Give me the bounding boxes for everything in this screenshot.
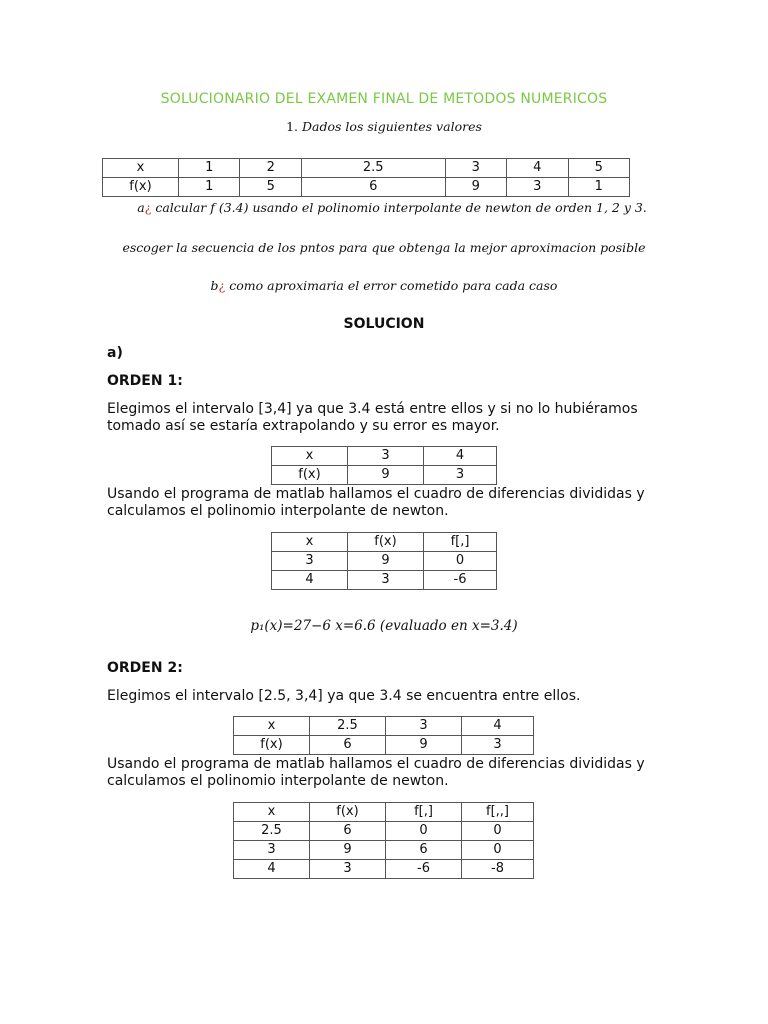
part-b-statement xyxy=(0,278,768,293)
table-cell: 3 xyxy=(272,552,348,571)
part-b-letter: b xyxy=(210,278,219,293)
table-cell: 9 xyxy=(348,466,424,485)
table-row xyxy=(272,552,497,571)
table-row xyxy=(234,803,534,822)
orden2-points-table xyxy=(233,716,534,755)
table-cell: 2 xyxy=(240,159,301,178)
table-row xyxy=(234,822,534,841)
table-row xyxy=(234,717,534,736)
table-cell: f(x) xyxy=(272,466,348,485)
table-cell: f(x) xyxy=(310,803,386,822)
table-row xyxy=(234,860,534,879)
table-cell: x xyxy=(234,717,310,736)
table-cell: 9 xyxy=(348,552,424,571)
table-cell: f[,] xyxy=(386,803,462,822)
table-cell: 4 xyxy=(234,860,310,879)
table-cell: 1 xyxy=(179,159,240,178)
orden1-diff-table xyxy=(271,532,497,590)
table-row xyxy=(272,466,497,485)
table-cell: 9 xyxy=(386,736,462,755)
table-cell: x xyxy=(234,803,310,822)
orden2-diff-table xyxy=(233,802,534,879)
table-cell: 5 xyxy=(568,159,629,178)
table-cell: f(x) xyxy=(103,178,179,197)
part-a-subtext: escoger la secuencia de los pntos para que obtenga la mejor aproximacion posible xyxy=(122,240,646,255)
problem-intro-text: Dados los siguientes valores xyxy=(302,119,482,134)
table-cell: x xyxy=(272,533,348,552)
table-cell: 4 xyxy=(424,447,497,466)
table-cell: -6 xyxy=(424,571,497,590)
table-cell: 6 xyxy=(386,841,462,860)
table-row xyxy=(234,841,534,860)
table-cell: x xyxy=(272,447,348,466)
table-cell: 9 xyxy=(445,178,506,197)
table-cell: -6 xyxy=(386,860,462,879)
table-cell: 6 xyxy=(310,736,386,755)
orden1-method-text: Usando el programa de matlab hallamos el cuadro de diferencias divididas y calculamos el polinomio interpolante de newton. xyxy=(107,486,645,519)
orden1-formula: p₁(x)=27−6 x=6.6 (evaluado en x=3.4) xyxy=(250,618,518,634)
problem-number: 1. xyxy=(286,119,299,134)
table-cell: f[,,] xyxy=(462,803,534,822)
orden2-method-text: Usando el programa de matlab hallamos el cuadro de diferencias divididas y calculamos el polinomio interpolante de newton. xyxy=(107,756,645,789)
table-cell: 1 xyxy=(179,178,240,197)
table-cell: 2.5 xyxy=(301,159,445,178)
document-title: SOLUCIONARIO DEL EXAMEN FINAL DE METODOS NUMERICOS xyxy=(160,91,608,107)
table-cell: 1 xyxy=(568,178,629,197)
part-a-text: calcular f (3.4) usando el polinomio interpolante de newton de orden 1, 2 y 3. xyxy=(155,200,647,215)
table-cell: 3 xyxy=(386,717,462,736)
orden1-intro: Elegimos el intervalo [3,4] ya que 3.4 está entre ellos y si no lo hubiéramos tomado así se estaría extrapolando y su error es mayor. xyxy=(107,401,638,434)
orden2-intro: Elegimos el intervalo [2.5, 3,4] ya que 3.4 se encuentra entre ellos. xyxy=(107,688,581,704)
table-cell: 0 xyxy=(462,841,534,860)
table-cell: 3 xyxy=(462,736,534,755)
values-table xyxy=(102,158,630,197)
orden1-heading: ORDEN 1: xyxy=(107,373,183,389)
table-cell: f(x) xyxy=(348,533,424,552)
table-cell: 2.5 xyxy=(234,822,310,841)
table-row xyxy=(103,159,630,178)
table-cell: 0 xyxy=(386,822,462,841)
table-cell: 2.5 xyxy=(310,717,386,736)
problem-intro xyxy=(0,119,768,134)
table-cell: 3 xyxy=(507,178,568,197)
table-cell: f(x) xyxy=(234,736,310,755)
table-cell: 3 xyxy=(310,860,386,879)
orden1-points-table xyxy=(271,446,497,485)
table-cell: 4 xyxy=(272,571,348,590)
table-cell: 3 xyxy=(234,841,310,860)
question-mark: ¿ xyxy=(218,278,226,293)
table-cell: 3 xyxy=(445,159,506,178)
table-cell: 3 xyxy=(348,447,424,466)
table-cell: 3 xyxy=(348,571,424,590)
table-row xyxy=(234,736,534,755)
table-cell: 0 xyxy=(424,552,497,571)
table-row xyxy=(272,533,497,552)
section-a-label: a) xyxy=(107,345,123,361)
solution-heading: SOLUCION xyxy=(343,316,425,332)
table-cell: x xyxy=(103,159,179,178)
part-a-letter: a xyxy=(137,200,145,215)
table-cell: 4 xyxy=(462,717,534,736)
table-cell: 6 xyxy=(301,178,445,197)
table-row xyxy=(103,178,630,197)
table-cell: 4 xyxy=(507,159,568,178)
question-mark: ¿ xyxy=(144,200,152,215)
table-row xyxy=(272,571,497,590)
part-a-statement xyxy=(8,200,768,215)
orden2-heading: ORDEN 2: xyxy=(107,660,183,676)
table-cell: 5 xyxy=(240,178,301,197)
table-cell: f[,] xyxy=(424,533,497,552)
table-cell: 9 xyxy=(310,841,386,860)
part-b-text: como aproximaria el error cometido para cada caso xyxy=(229,278,558,293)
table-cell: 3 xyxy=(424,466,497,485)
table-row xyxy=(272,447,497,466)
table-cell: 6 xyxy=(310,822,386,841)
table-cell: 0 xyxy=(462,822,534,841)
table-cell: -8 xyxy=(462,860,534,879)
